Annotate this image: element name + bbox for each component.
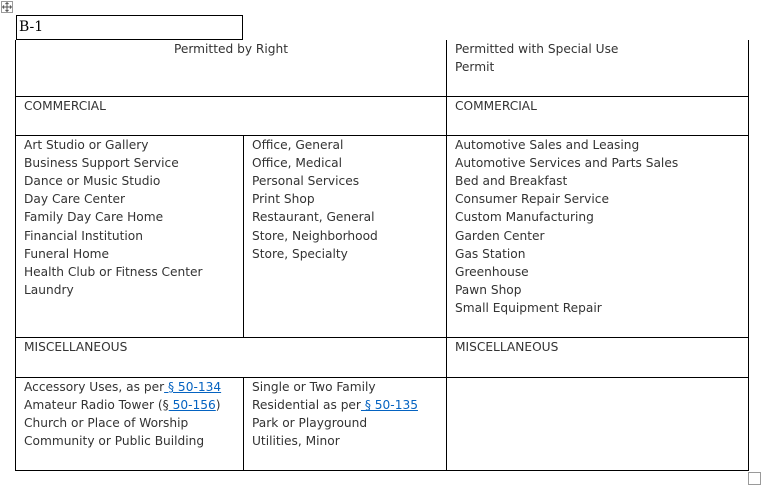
header-special-use: Permitted with Special Use Permit [447,40,749,96]
list-item: Accessory Uses, as per § 50-134 [24,379,222,394]
list-item: Church or Place of Worship [24,415,189,430]
list-item: Park or Playground [252,415,368,430]
zoning-use-table [15,40,749,471]
list-item: Single or Two Family [252,379,376,394]
header-row [16,40,749,96]
list-item: Art Studio or Gallery [24,137,149,152]
section-50-156-link[interactable]: 50-156 [168,397,216,412]
list-item: Health Club or Fitness Center [24,264,203,279]
list-item: Amateur Radio Tower (§ 50-156) [24,397,221,412]
list-item: Residential as per § 50-135 [252,397,418,412]
list-item: Laundry [24,283,74,298]
misc-by-right-col2 [244,377,447,470]
list-item: Automotive Sales and Leasing [455,137,640,152]
list-item: Financial Institution [24,228,143,243]
misc-label-by-right: MISCELLANEOUS [16,337,447,377]
list-item: Funeral Home [24,246,110,261]
list-item: Pawn Shop [455,283,522,298]
list-item: Dance or Music Studio [24,173,161,188]
list-item: Print Shop [252,192,315,207]
list-item: Family Day Care Home [24,210,164,225]
list-item: Gas Station [455,246,526,261]
list-item: Personal Services [252,173,360,188]
commercial-label-by-right: COMMERCIAL [16,96,447,135]
list-item: Greenhouse [455,264,529,279]
section-50-135-link[interactable]: § 50-135 [360,397,418,412]
list-item: Consumer Repair Service [455,192,609,207]
district-title-box[interactable]: B-1 [16,15,243,40]
list-item: Restaurant, General [252,210,375,225]
list-item: Community or Public Building [24,434,205,449]
list-item: Garden Center [455,228,545,243]
miscellaneous-uses-row [16,377,749,470]
list-item: Office, General [252,137,344,152]
list-item: Bed and Breakfast [455,173,568,188]
list-item: Automotive Services and Parts Sales [455,155,679,170]
misc-special-use-empty [447,377,749,470]
table-move-handle-icon[interactable] [1,1,13,13]
list-item: Store, Neighborhood [252,228,378,243]
list-item: Custom Manufacturing [455,210,594,225]
list-item: Business Support Service [24,155,179,170]
table-resize-handle-icon[interactable] [748,472,761,485]
commercial-special-use-list [447,135,749,337]
header-by-right: Permitted by Right [16,40,447,96]
list-item: Utilities, Minor [252,434,340,449]
commercial-row [16,96,749,135]
list-item: Office, Medical [252,155,343,170]
misc-label-special-use: MISCELLANEOUS [447,337,749,377]
section-50-134-link[interactable]: § 50-134 [164,379,222,394]
commercial-uses-row [16,135,749,337]
list-item: Day Care Center [24,192,126,207]
list-item: Store, Specialty [252,246,348,261]
miscellaneous-row [16,337,749,377]
list-item: Small Equipment Repair [455,301,602,316]
commercial-by-right-col1 [16,135,244,337]
misc-by-right-col1 [16,377,244,470]
commercial-by-right-col2 [244,135,447,337]
commercial-label-special-use: COMMERCIAL [447,96,749,135]
